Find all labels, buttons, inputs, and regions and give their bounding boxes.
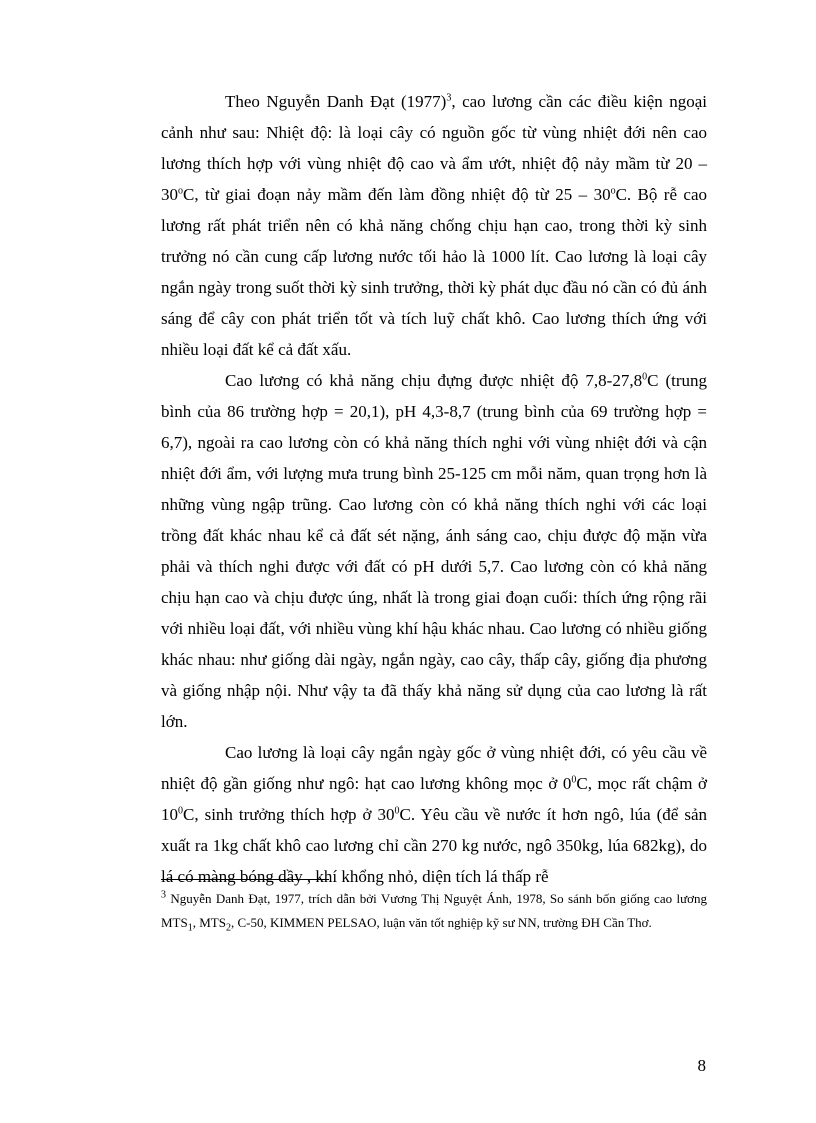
footnote: $^3$ Nguyễn Danh Đạt, 1977, trích dẫn bởi Vương Thị Nguyệt Ánh, 1978, So sánh bốn giống cao lương $MTS_1$, $MTS_2$, C-50, KIMMEN PELSAO, luận văn tốt nghiệp kỹ sư NN, trường ĐH Cần Thơ.	[161, 889, 707, 934]
footnote-separator	[161, 879, 329, 880]
degree-mark: 0	[178, 805, 183, 817]
degree-mark: 0	[394, 805, 400, 817]
body-text	[161, 86, 707, 892]
degree-mark: 0	[571, 774, 577, 786]
paragraph-temperature-water: Cao lương là loại cây ngắn ngày gốc ở vùng nhiệt đới, có yêu cầu về nhiệt độ gần giống như ngô: hạt cao lương không mọc ở $0^0C$, mọc rất chậm ở $10^0C$, sinh trưởng thích hợp ở $30^0C$. Yêu cầu về nước ít hơn ngô, lúa (để sản xuất ra 1kg chất khô cao lương chỉ cần 270 kg nước, ngô 350kg, lúa 682kg), do lá có màng bóng dầy , khí khổng nhỏ, diện tích lá thấp rễ	[161, 743, 707, 886]
paragraph-climate-conditions: Theo Nguyễn Danh Đạt $(1977)^3$, cao lương cần các điều kiện ngoại cảnh như sau: Nhiệt độ: là loại cây có nguồn gốc từ vùng nhiệt đới nên cao lương thích hợp với vùng nhiệt độ cao và ẩm ướt, nhiệt độ nảy mầm từ 20 – 30$^o$C, từ giai đoạn nảy mầm đến làm đồng nhiệt độ từ 25 – 30$^o$C. Bộ rễ cao lương rất phát triển nên có khả năng chống chịu hạn cao, trong thời kỳ sinh trưởng nó cần cung cấp lương nước tối hảo là 1000 lít. Cao lương là loại cây ngắn ngày trong suốt thời kỳ sinh trưởng, thời kỳ phát dục đầu nó cần có đủ ánh sáng để cây con phát triển tốt và tích luỹ chất khô. Cao lương thích ứng với nhiều loại đất kể cả đất xấu.	[161, 92, 707, 359]
degree-mark: o	[610, 185, 616, 197]
paragraph-tolerance: Cao lương có khả năng chịu đựng được nhiệt độ 7,8-27,8$^0$C (trung bình của 86 trường hợp = 20,1), pH 4,3-8,7 (trung bình của 69 trường hợp = 6,7), ngoài ra cao lương còn có khả năng thích nghi với vùng nhiệt đới và cận nhiệt đới ẩm, với lượng mưa trung bình 25-125 cm mỗi năm, quan trọng hơn là những vùng ngập trũng. Cao lương còn có khả năng thích nghi với các loại trồng đất khác nhau kể cả đất sét nặng, ánh sáng cao, chịu được độ mặn vừa phải và thích nghi được với đất có pH dưới 5,7. Cao lương còn có khả năng chịu hạn cao và chịu được úng, nhất là trong giai đoạn cuối: thích ứng rộng rãi với nhiều loại đất, với nhiều vùng khí hậu khác nhau. Cao lương có nhiều giống khác nhau: như giống dài ngày, ngắn ngày, cao cây, thấp cây, giống địa phương và giống nhập nội. Như vậy ta đã thấy khả năng sử dụng của cao lương là rất lớn.	[161, 371, 707, 731]
footnote-reference: 3	[446, 92, 452, 104]
page-number: 8	[697, 1056, 706, 1075]
degree-mark: 0	[642, 371, 648, 383]
degree-mark: o	[178, 185, 183, 197]
footnote-marker: 3	[161, 889, 166, 901]
